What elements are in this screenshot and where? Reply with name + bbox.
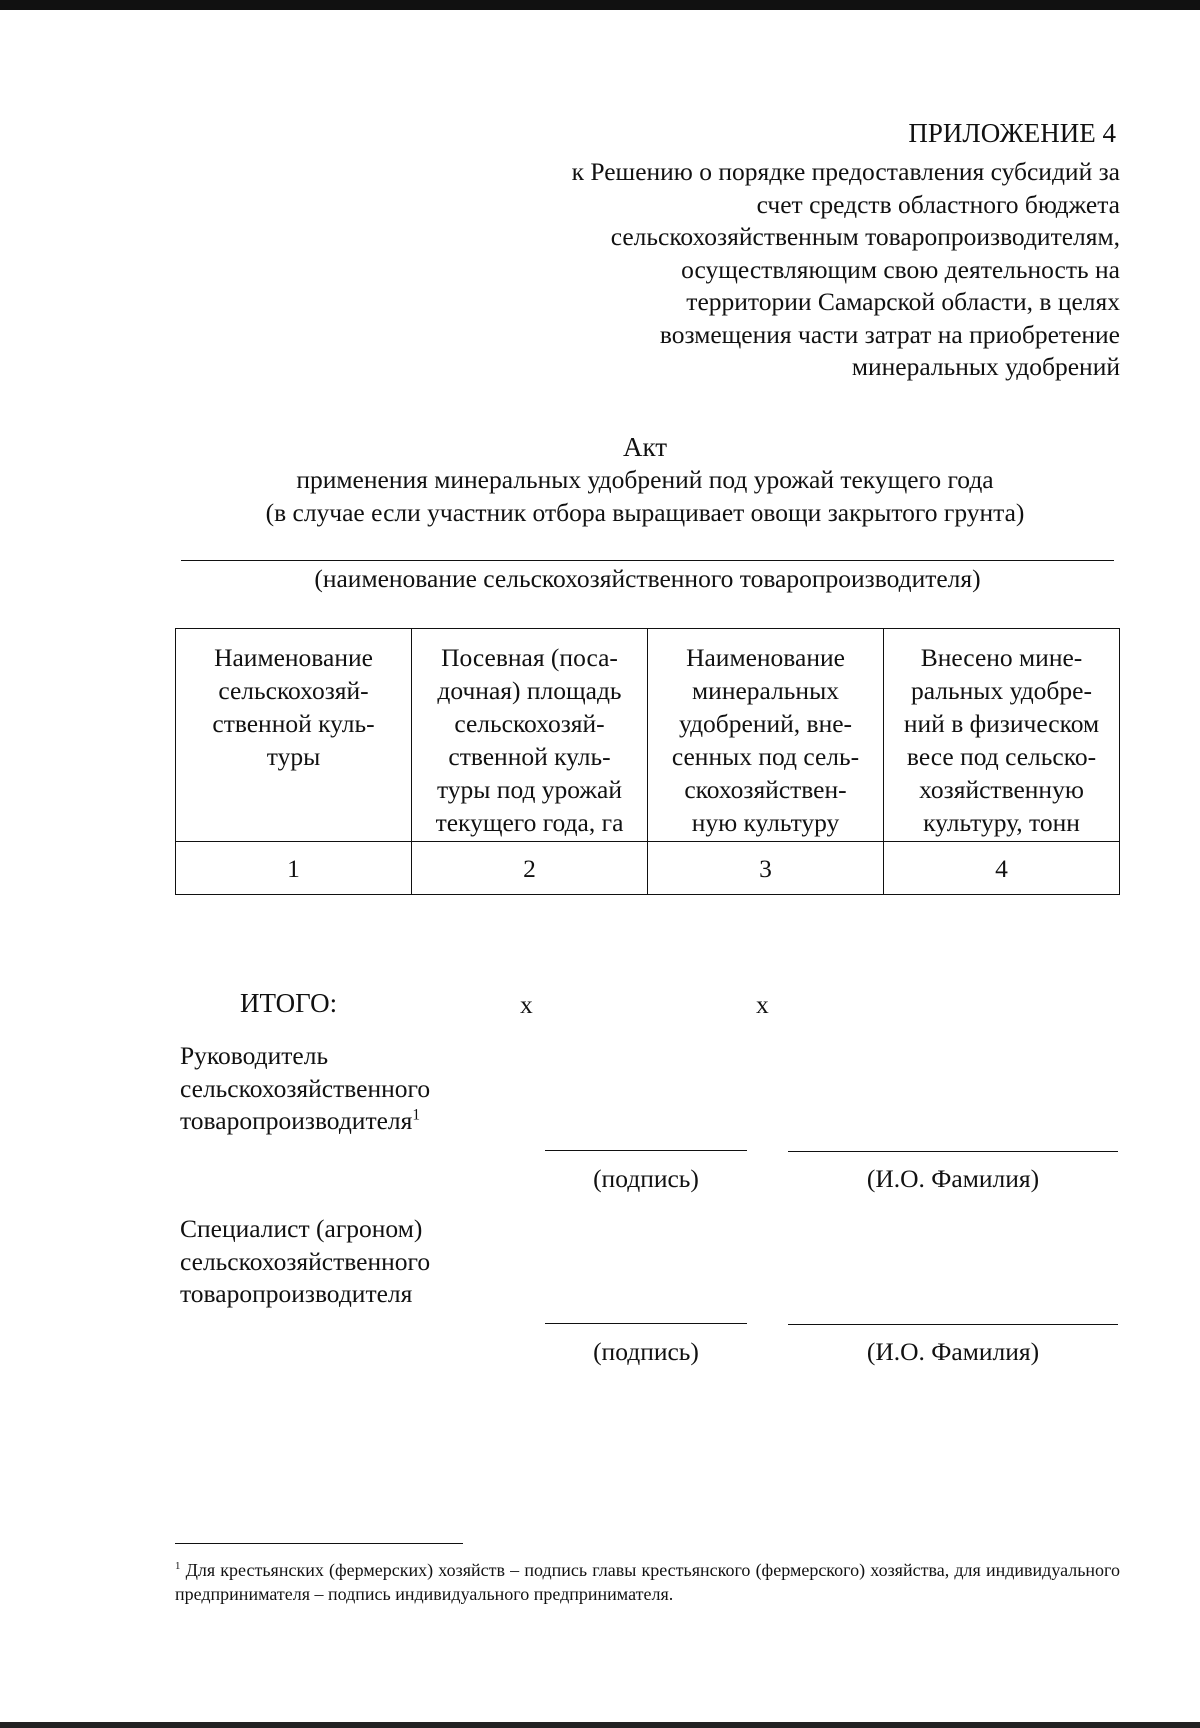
agronomist-signature-line [545,1323,747,1324]
act-subtitle-line: применения минеральных удобрений под урожай текущего года [296,465,994,494]
head-signatory-label: Руководитель сельскохозяйственного товаропроизводителя$^1$ [180,1041,431,1135]
scan-bottom-edge [0,1722,1200,1728]
appendix-line: возмещения части затрат на приобретение [659,319,1120,349]
column-number: 1 [176,842,412,895]
footnote-ref: 1 [412,1106,421,1124]
column-number: 2 [412,842,648,895]
agronomist-signatory-label: Специалист (агроном) сельскохозяйственного товаропроизводителя [180,1214,431,1308]
appendix-reference [440,156,1120,384]
appendix-line: счет средств областного бюджета [756,189,1120,219]
column-header-fertilizer-name: Наименование минеральных удобрений, вне- сенных под сель- скохозяйствен- ную культуру [648,629,884,842]
total-mark-area: х [520,990,533,1019]
table-header-row [176,629,1120,842]
column-header-area: Посевная (поса- дочная) площадь сельскохозяй- ственной куль- туры под урожай текущего года, га [412,629,648,842]
total-label: ИТОГО: [240,988,338,1018]
head-name-line [788,1151,1118,1152]
agronomist-signature-caption: (подпись) [593,1337,699,1366]
footnote-text: Для крестьянских (фермерских) хозяйств – подпись главы крестьянского (фермерского) хозяйства, для индивидуального предпринимателя – подпись индивидуального предпринимателя. [175,1560,1120,1604]
agronomist-name-caption: (И.О. Фамилия) [866,1337,1040,1366]
scan-top-edge [0,0,1200,10]
appendix-line: осуществляющим свою деятельность на [681,254,1120,284]
act-subtitle-line: (в случае если участник отбора выращивает овощи закрытого грунта) [265,497,1025,527]
producer-name-line [181,560,1114,561]
head-name-caption: (И.О. Фамилия) [866,1164,1040,1193]
appendix-title: ПРИЛОЖЕНИЕ 4 [908,118,1116,148]
appendix-line: территории Самарской области, в целях [686,287,1120,316]
fertilizer-table [175,628,1120,895]
agronomist-name-line [788,1324,1118,1325]
appendix-line: минеральных удобрений [851,352,1120,381]
appendix-line: сельскохозяйственным товаропроизводителям, [610,222,1120,251]
column-header-crop: Наименование сельскохозяй- ственной куль- туры [176,629,412,842]
act-subtitle [180,464,1110,529]
producer-name-caption: (наименование сельскохозяйственного товаропроизводителя) [314,564,981,593]
column-number: 4 [884,842,1120,895]
act-title: Акт [622,432,668,462]
appendix-line: к Решению о порядке предоставления субсидий за [571,157,1120,186]
head-signature-caption: (подпись) [593,1164,699,1193]
table-number-row [176,842,1120,895]
footnote [175,1558,1120,1606]
head-signature-line [545,1150,747,1151]
total-mark-fertilizer: х [756,990,769,1019]
footnote-marker: 1 [175,1560,181,1572]
column-header-fertilizer-amount: Внесено мине- ральных удобре- ний в физическом весе под сельско- хозяйственную культуру, тонн [884,629,1120,842]
footnote-separator [175,1543,463,1544]
column-number: 3 [648,842,884,895]
